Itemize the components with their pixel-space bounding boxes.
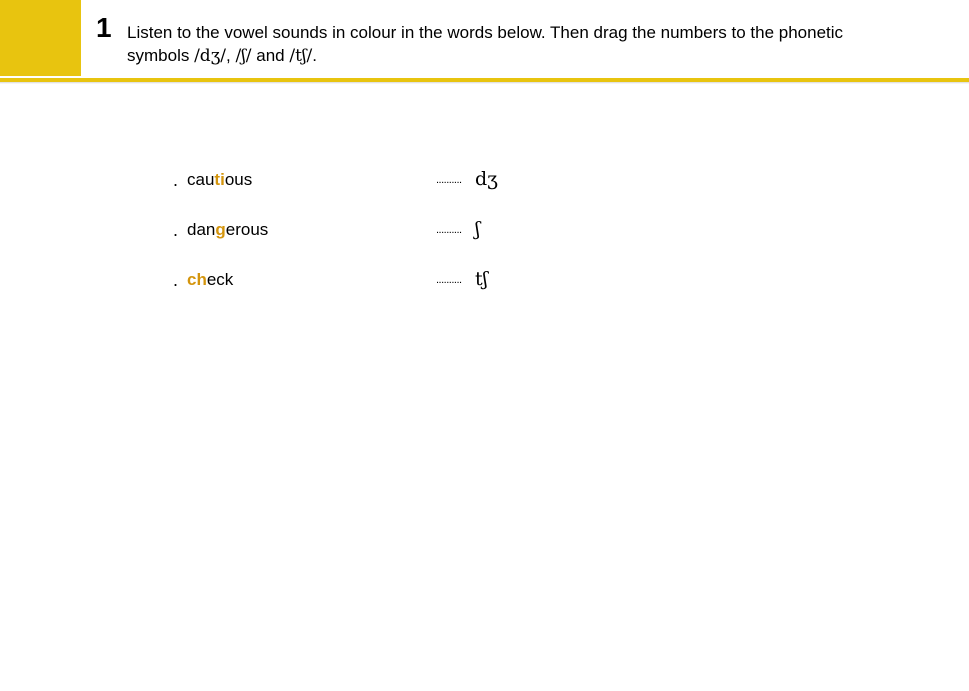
instruction-line-1: Listen to the vowel sounds in colour in the words below. Then drag the numbers to the phonetic (127, 23, 844, 42)
instruction-separator: , (226, 46, 236, 65)
drop-target-2[interactable]: .......... (436, 224, 462, 236)
exercise-header (0, 0, 969, 84)
word-part: ous (224, 170, 253, 189)
instruction-prefix: symbols (127, 46, 195, 65)
word-row-cautious (0, 167, 520, 193)
symbol-ch: tʃ (475, 268, 488, 290)
word-bullet: . (173, 170, 179, 190)
exercise-instruction (127, 21, 927, 68)
word-row-check (0, 267, 520, 293)
word-part: eck (206, 270, 234, 289)
word-cautious[interactable] (187, 167, 252, 193)
word-highlight: ch (187, 270, 207, 289)
accent-block (0, 0, 81, 76)
instruction-end: . (312, 46, 317, 65)
word-check[interactable] (187, 267, 233, 293)
instruction-separator: and (251, 46, 290, 65)
symbol-dz: dʒ (475, 168, 498, 190)
word-highlight: ti (214, 170, 225, 189)
word-highlight: g (215, 220, 226, 239)
word-dangerous[interactable] (187, 217, 268, 243)
word-part: dan (187, 220, 216, 239)
phonetic-symbol-dz: /dʒ/ (194, 46, 227, 66)
phonetic-symbol-sh: /ʃ/ (235, 46, 252, 66)
exercise-number: 1 (96, 12, 112, 43)
word-part: erous (225, 220, 269, 239)
word-bullet: . (173, 270, 179, 290)
word-part: cau (187, 170, 215, 189)
phonetic-symbol-ch: /tʃ/ (289, 46, 313, 66)
word-row-dangerous (0, 217, 520, 243)
drop-target-1[interactable]: .......... (436, 174, 462, 186)
drop-target-3[interactable]: .......... (436, 274, 462, 286)
symbol-sh: ʃ (475, 218, 481, 240)
word-bullet: . (173, 220, 179, 240)
header-rule-shadow (0, 82, 969, 84)
